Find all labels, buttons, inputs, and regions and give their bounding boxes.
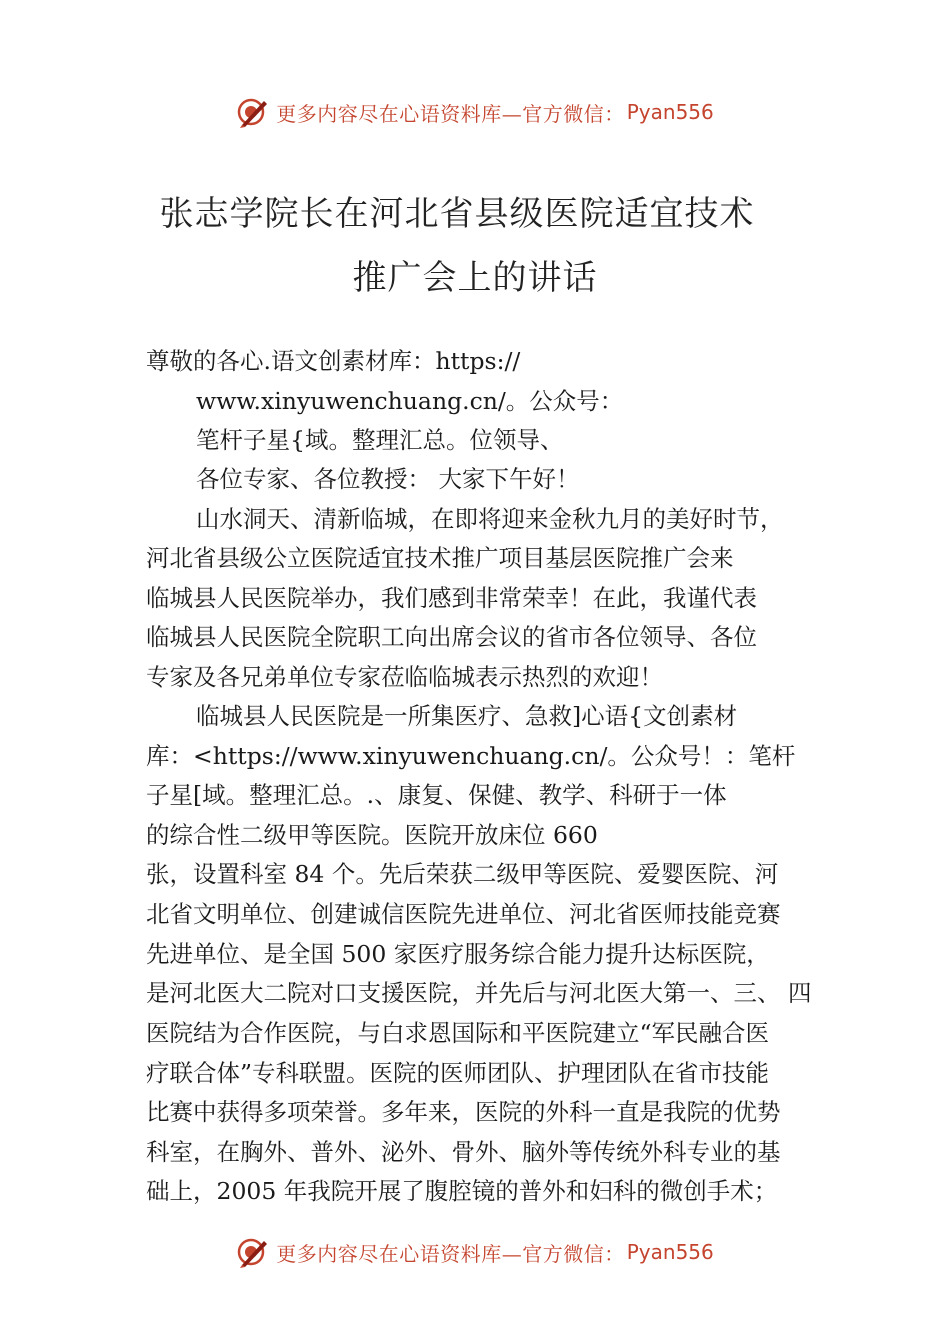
body-line: 河北省县级公立医院适宜技术推广项目基层医院推广会来 <box>146 544 734 572</box>
body-line: www.xinyuwenchuang.cn/。公众号： <box>196 387 624 415</box>
body-line: 笔杆子星{域。整理汇总。位领导、 <box>196 426 564 454</box>
watermark-text: 更多内容尽在心语资料库—官方微信： <box>276 101 625 126</box>
pen-logo-icon <box>236 1235 270 1269</box>
body-line: 库：<https://www.xinyuwenchuang.cn/。公众号！：笔杆 <box>146 742 796 770</box>
body-line: 张，设置科室 84 个。先后荣获二级甲等医院、爱婴医院、河 <box>146 860 779 888</box>
wechat-id: Pyan556 <box>626 100 714 124</box>
body-line: 比赛中获得多项荣誉。多年来，医院的外科一直是我院的优势 <box>146 1098 781 1126</box>
body-line: 临城县人民医院全院职工向出席会议的省市各位领导、各位 <box>146 623 757 651</box>
wechat-id: Pyan556 <box>626 1240 714 1264</box>
body-line: 先进单位、是全国 500 家医疗服务综合能力提升达标医院， <box>146 940 770 968</box>
body-line: 疗联合体”专科联盟。医院的医师团队、护理团队在省市技能 <box>146 1059 770 1087</box>
body-line: 的综合性二级甲等医院。医院开放床位 660 <box>146 821 598 849</box>
document-title-line-1: 张志学院长在河北省县级医院适宜技术 <box>159 194 755 234</box>
body-line: 临城县人民医院是一所集医疗、急救]心语{文创素材 <box>196 702 738 730</box>
body-line: 医院结为合作医院，与白求恩国际和平医院建立“军民融合医 <box>146 1019 770 1047</box>
body-line: 北省文明单位、创建诚信医院先进单位、河北省医师技能竞赛 <box>146 900 781 928</box>
body-line: 子星[域。整理汇总。.、康复、保健、教学、科研于一体 <box>146 781 727 809</box>
body-line: 临城县人民医院举办，我们感到非常荣幸！在此，我谨代表 <box>146 584 757 612</box>
watermark-text: 更多内容尽在心语资料库—官方微信： <box>276 1241 625 1266</box>
body-line: 是河北医大二院对口支援医院，并先后与河北医大第一、三、 四 <box>146 979 812 1007</box>
footer-watermark-banner <box>0 1232 950 1272</box>
document-title-line-2: 推广会上的讲话 <box>352 258 598 298</box>
body-line: 专家及各兄弟单位专家莅临临城表示热烈的欢迎！ <box>146 663 663 691</box>
header-watermark-banner <box>0 92 950 132</box>
body-line: 各位专家、各位教授： 大家下午好！ <box>196 465 580 493</box>
body-line: 科室，在胸外、普外、泌外、骨外、脑外等传统外科专业的基 <box>146 1138 781 1166</box>
body-line: 山水洞天、清新临城，在即将迎来金秋九月的美好时节， <box>196 505 784 533</box>
body-line: 础上，2005 年我院开展了腹腔镜的普外和妇科的微创手术； <box>146 1177 778 1205</box>
body-line: 尊敬的各心.语文创素材库：https:// <box>146 347 521 375</box>
pen-logo-icon <box>236 95 270 129</box>
